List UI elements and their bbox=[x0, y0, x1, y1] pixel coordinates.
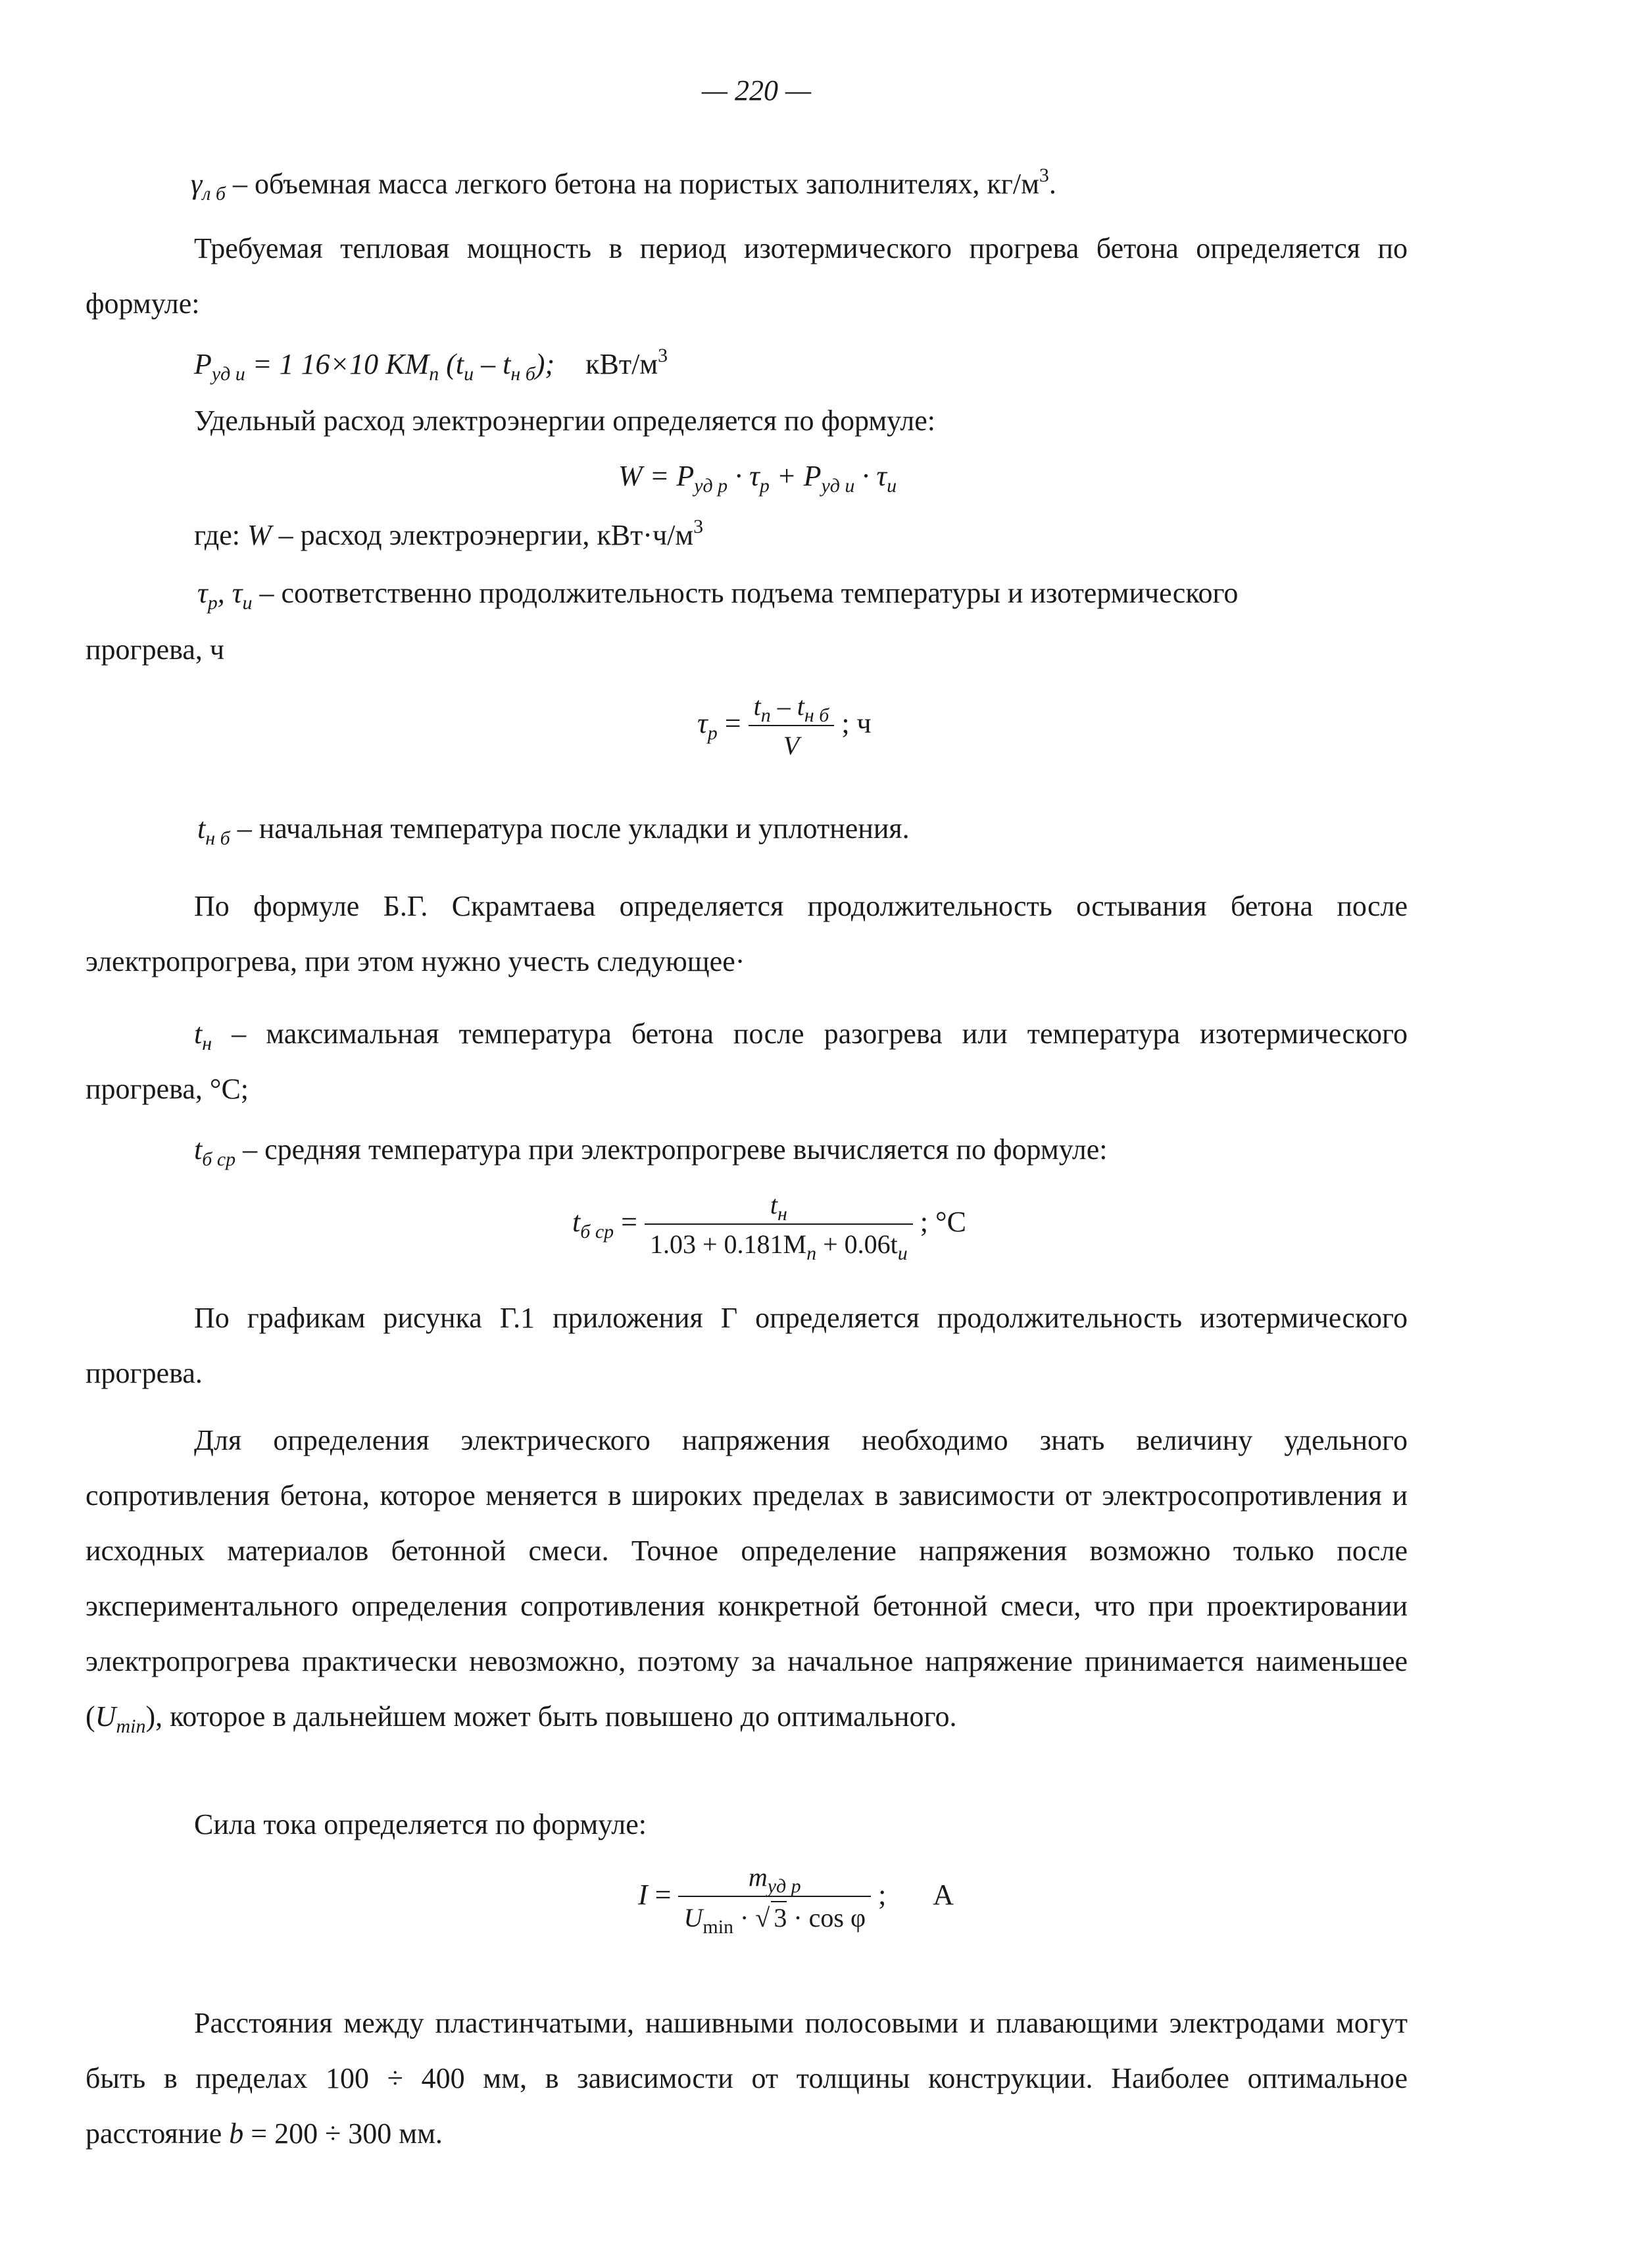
t-nb-sub: н б bbox=[205, 827, 230, 849]
gamma-text: – объемная масса легкого бетона на пористых заполнителях, кг/м bbox=[226, 168, 1039, 200]
tau-definition-cont: прогрева, ч bbox=[86, 633, 224, 666]
gamma-definition bbox=[191, 166, 1056, 203]
formula-t-bsr-lhs: t bbox=[572, 1206, 581, 1239]
formula-W-s1: уд р bbox=[694, 475, 728, 497]
formula-W bbox=[618, 458, 897, 495]
page-number: — 220 — bbox=[701, 74, 812, 107]
formula-tau bbox=[697, 691, 872, 762]
where-prefix: где: bbox=[194, 519, 247, 551]
formula-t-bsr-tail: ; °С bbox=[920, 1206, 966, 1239]
gamma-end: . bbox=[1048, 168, 1056, 200]
formula-I-den-dot: · bbox=[733, 1903, 756, 1933]
formula-I-eq: = bbox=[647, 1879, 672, 1911]
formula-tau-numerator bbox=[749, 691, 835, 726]
formula-tau-tail: ; ч bbox=[841, 707, 872, 740]
paragraph-distances bbox=[86, 1996, 1408, 2161]
formula-t-bsr-fraction bbox=[645, 1189, 913, 1264]
t-nb-text: – начальная температура после укладки и уплотнения. bbox=[230, 812, 910, 845]
where-W bbox=[194, 517, 703, 554]
formula-P bbox=[194, 346, 668, 383]
t-n-symbol: t bbox=[194, 1018, 203, 1050]
formula-P-minus: – t bbox=[474, 348, 511, 380]
paragraph-thermal-power: Требуемая тепловая мощность в период изотермического прогрева бетона определяется по формуле: bbox=[86, 232, 1408, 320]
formula-t-bsr-den-b-sub: и bbox=[897, 1243, 908, 1264]
formula-tau-eq: = bbox=[717, 707, 741, 740]
formula-t-bsr-numerator bbox=[645, 1189, 913, 1225]
t-n-text: – максимальная температура бетона после разогрева или температура изотермического прогрева, °С; bbox=[86, 1018, 1408, 1105]
formula-t-bsr-den-b: + 0.06t bbox=[816, 1229, 898, 1259]
formula-P-lhs-sub: уд и bbox=[211, 363, 245, 385]
formula-I-tail: ; bbox=[878, 1879, 887, 1911]
t-bsr-sub: б ср bbox=[202, 1148, 236, 1170]
formula-t-bsr-num-sub: н bbox=[777, 1203, 787, 1225]
formula-tau-fraction bbox=[749, 691, 835, 762]
t-n-sub: н bbox=[202, 1033, 212, 1054]
formula-P-unit: кВт/м bbox=[585, 348, 658, 380]
paragraph-skramtaev: По формуле Б.Г. Скрамтаева определяется продолжительность остывания бетона после электропрогрева, при этом нужно учесть следующее· bbox=[86, 890, 1408, 977]
formula-I-lhs: I bbox=[638, 1879, 648, 1911]
formula-P-rhs: = 1 16×10 KM bbox=[245, 348, 430, 380]
where-W-text: – расход электроэнергии, кВт·ч/м bbox=[271, 519, 694, 551]
formula-P-t2-sub: н б bbox=[510, 363, 535, 385]
voltage-text-a: Для определения электрического напряжения необходимо знать величину удельного сопротивления бетона, которое меняется в широких пределах в зависимости от электросопротивления и исходных материалов бетонной смеси. Точное определение напряжения возможно только после экспериментального определения сопротивления конкретной бетонной смеси, что при проектировании электропрогрева практически невозможно, поэтому за начальное напряжение принимается наименьшее ( bbox=[86, 1424, 1408, 1733]
paragraph-voltage bbox=[86, 1413, 1408, 1744]
tau-p-sub: р bbox=[207, 592, 218, 614]
formula-P-lhs: P bbox=[194, 348, 212, 380]
formula-tau-lhs: τ bbox=[697, 707, 708, 740]
tau-p-symbol: τ bbox=[197, 577, 208, 609]
formula-I-denominator bbox=[678, 1897, 871, 1938]
t-nb-definition bbox=[197, 810, 910, 847]
t-bsr-definition bbox=[194, 1131, 1108, 1168]
paragraph-current: Сила тока определяется по формуле: bbox=[194, 1808, 647, 1840]
formula-tau-num-a: t bbox=[753, 691, 761, 721]
where-W-symbol: W bbox=[247, 519, 272, 551]
gamma-sub: л б bbox=[202, 183, 226, 205]
paragraph-graphs: По графикам рисунка Г.1 приложения Г определяется продолжительность изотермического прогрева. bbox=[86, 1302, 1408, 1389]
formula-t-bsr-eq: = bbox=[614, 1206, 637, 1239]
tau-i-sub: и bbox=[242, 592, 253, 614]
formula-P-unit-sup: 3 bbox=[658, 345, 668, 366]
formula-W-s2: р bbox=[759, 475, 770, 497]
formula-t-bsr-denominator bbox=[645, 1225, 913, 1264]
formula-tau-num-b-sub: н б bbox=[804, 704, 829, 726]
gamma-sup: 3 bbox=[1039, 164, 1049, 186]
distances-text-a: Расстояния между пластинчатыми, нашивными полосовыми и плавающими электродами могут быть в пределах 100 ÷ 400 мм, в зависимости от толщины конструкции. Наиболее оптимальное расстояние bbox=[86, 2007, 1408, 2150]
formula-W-s3: уд и bbox=[821, 475, 855, 497]
formula-t-bsr-num: t bbox=[770, 1190, 777, 1220]
paragraph-t-n bbox=[86, 1006, 1408, 1117]
formula-I-sqrt-symbol: √ bbox=[755, 1903, 770, 1933]
formula-W-s4: и bbox=[887, 475, 897, 497]
t-nb-symbol: t bbox=[197, 812, 206, 845]
voltage-u-symbol: U bbox=[95, 1700, 116, 1733]
formula-I-num-sub: уд р bbox=[767, 1875, 801, 1897]
where-W-sup: 3 bbox=[693, 516, 704, 537]
formula-W-m1: · τ bbox=[727, 460, 760, 492]
formula-I-num: m bbox=[748, 1862, 768, 1892]
formula-I-numerator bbox=[678, 1861, 871, 1897]
formula-I bbox=[638, 1861, 954, 1938]
formula-tau-denominator: V bbox=[783, 731, 800, 760]
tau-sep: , τ bbox=[217, 577, 243, 609]
tau-definition bbox=[197, 575, 1238, 612]
formula-I-den-u: U bbox=[683, 1903, 703, 1933]
formula-t-bsr-den-a-sub: п bbox=[806, 1243, 817, 1264]
formula-P-paren-open: (t bbox=[439, 348, 464, 380]
formula-I-fraction bbox=[678, 1861, 871, 1938]
formula-I-den-u-sub: min bbox=[702, 1916, 734, 1938]
formula-tau-num-a-sub: п bbox=[760, 704, 771, 726]
voltage-u-sub: min bbox=[116, 1715, 146, 1737]
formula-t-bsr-den-a: 1.03 + 0.181M bbox=[649, 1229, 807, 1259]
tau-text: – соответственно продолжительность подъема температуры и изотермического bbox=[252, 577, 1239, 609]
t-bsr-text: – средняя температура при электропрогреве вычисляется по формуле: bbox=[235, 1133, 1108, 1166]
distances-text-c: = 200 ÷ 300 мм. bbox=[243, 2117, 443, 2150]
formula-t-bsr bbox=[572, 1189, 966, 1264]
formula-I-den-cos: · cos φ bbox=[787, 1903, 866, 1933]
formula-P-rhs-sub: п bbox=[429, 363, 439, 385]
distances-b-symbol: b bbox=[229, 2117, 244, 2150]
voltage-text-b: ), которое в дальнейшем может быть повышено до оптимального. bbox=[145, 1700, 957, 1733]
paragraph-energy-consumption: Удельный расход электроэнергии определяется по формуле: bbox=[194, 405, 935, 437]
gamma-symbol: γ bbox=[191, 168, 203, 200]
formula-W-m2: · τ bbox=[854, 460, 887, 492]
formula-P-paren-close: ); bbox=[535, 348, 555, 380]
formula-I-sqrt: 3 bbox=[771, 1901, 787, 1934]
formula-tau-lhs-sub: р bbox=[707, 722, 718, 745]
formula-I-unit: А bbox=[933, 1879, 954, 1911]
formula-P-t1-sub: и bbox=[464, 363, 474, 385]
t-bsr-symbol: t bbox=[194, 1133, 203, 1166]
formula-tau-num-mid: – t bbox=[770, 691, 804, 721]
formula-W-plus: + P bbox=[769, 460, 822, 492]
formula-W-w: W = P bbox=[618, 460, 695, 492]
formula-t-bsr-lhs-sub: б ср bbox=[580, 1221, 614, 1243]
